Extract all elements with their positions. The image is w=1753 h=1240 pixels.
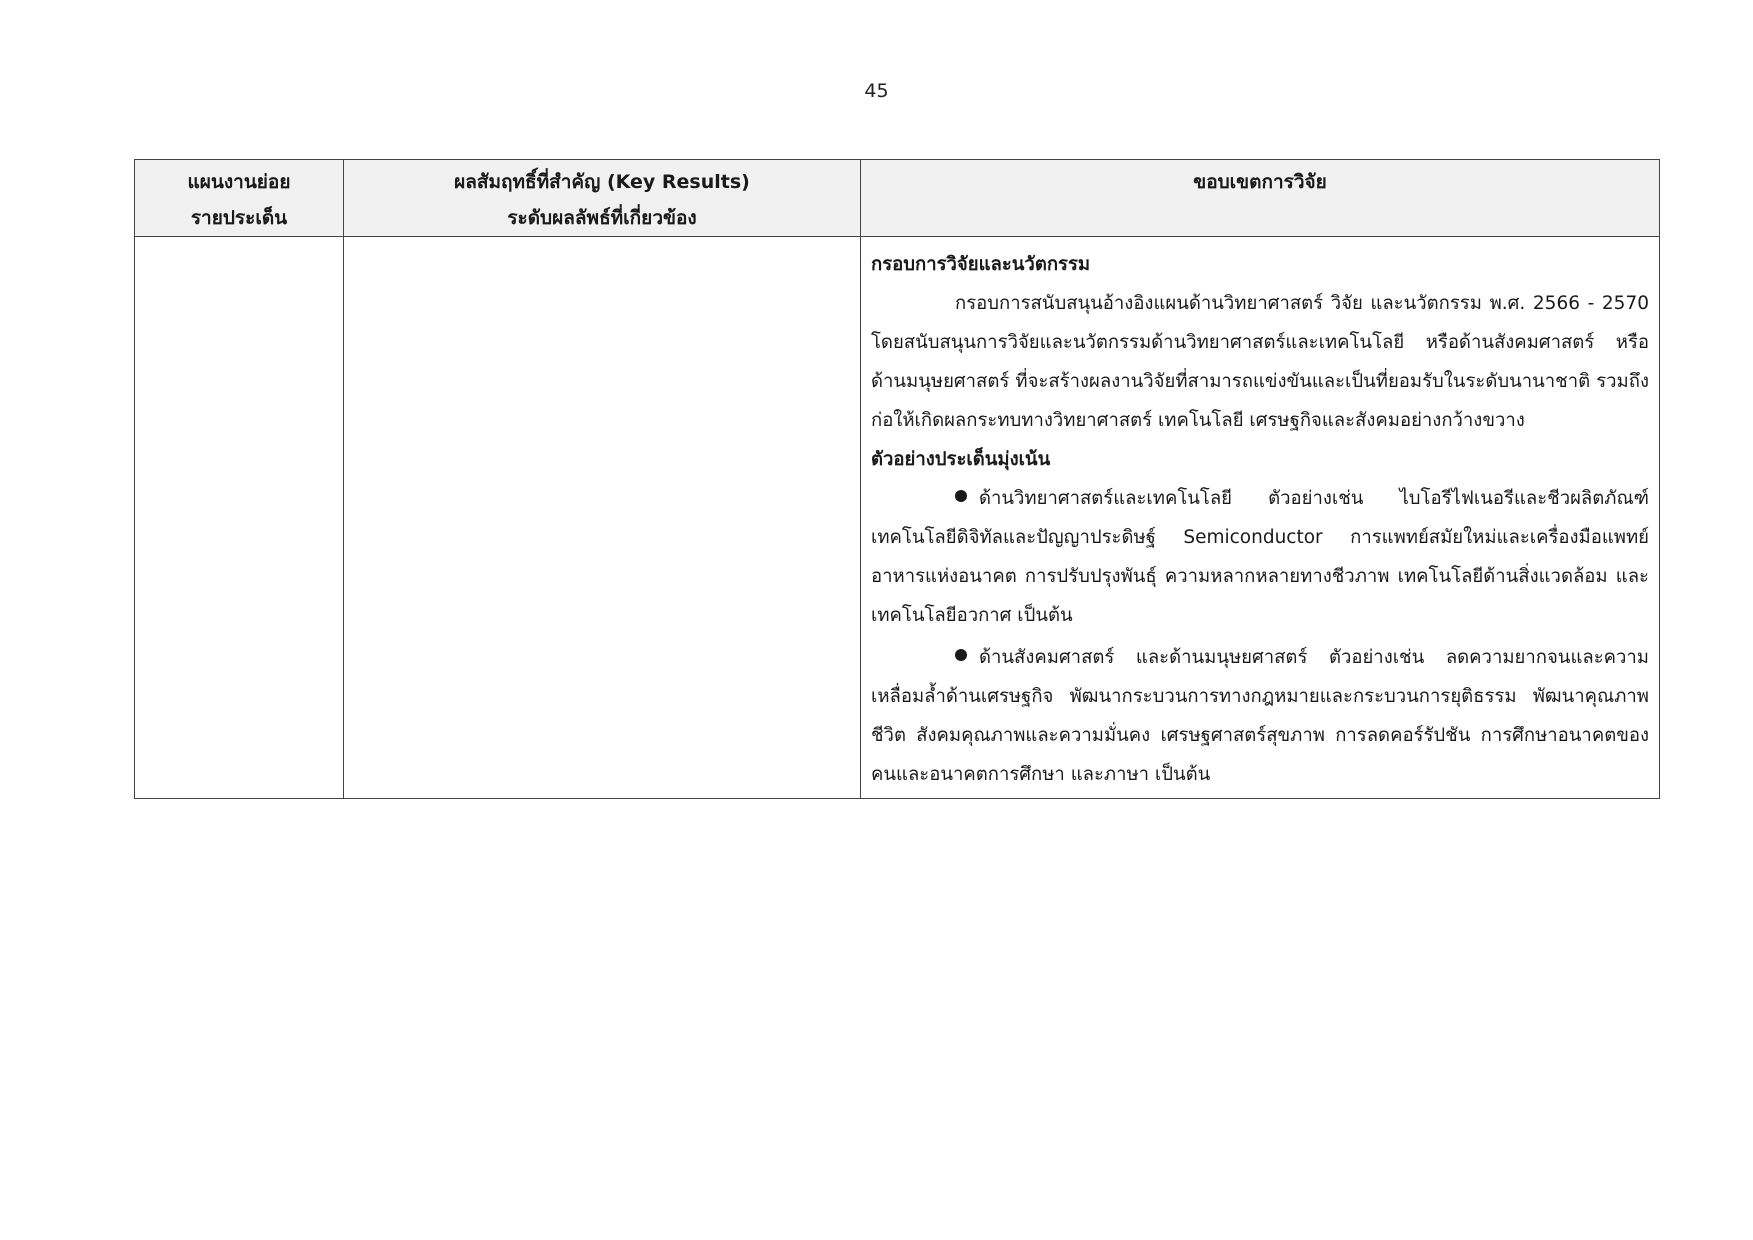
list-item	[871, 479, 1649, 635]
framework-heading: กรอบการวิจัยและนวัตกรรม	[871, 254, 1091, 275]
header-research-scope	[861, 160, 1660, 237]
table-row	[135, 237, 1660, 799]
header-subplan-line2: รายประเด็น	[190, 207, 288, 229]
bullet-text-science: ด้านวิทยาศาสตร์และเทคโนโลยี ตัวอย่างเช่น ไบโอรีไฟเนอรีและชีวผลิตภัณฑ์ เทคโนโลยีดิจิทัลและปัญญาประดิษฐ์ Semiconductor การแพทย์สมัยใหม่และเครื่องมือแพทย์ อาหารแห่งอนาคต การปรับปรุงพันธุ์ ความหลากหลายทางชีวภาพ เทคโนโลยีด้านสิ่งแวดล้อม และเทคโนโลยีอวกาศ เป็นต้น	[871, 488, 1649, 626]
cell-key-results	[344, 237, 861, 799]
examples-heading: ตัวอย่างประเด็นมุ่งเน้น	[871, 449, 1051, 470]
bullet-text-social: ด้านสังคมศาสตร์ และด้านมนุษยศาสตร์ ตัวอย่างเช่น ลดความยากจนและความเหลื่อมล้ำด้านเศรษฐกิจ พัฒนากระบวนการทางกฎหมายและกระบวนการยุติธรรม พัฒนาคุณภาพชีวิต สังคมคุณภาพและความมั่นคง เศรษฐศาสตร์สุขภาพ การลดคอร์รัปชัน การศึกษาอนาคตของคนและอนาคตการศึกษา และภาษา เป็นต้น	[871, 647, 1649, 785]
bullet-dot-icon	[955, 490, 967, 502]
header-subplan-line1: แผนงานย่อย	[187, 171, 291, 193]
table-header-row	[135, 160, 1660, 237]
header-key-results-line2: ระดับผลลัพธ์ที่เกี่ยวข้อง	[507, 207, 697, 229]
header-key-results-line1: ผลสัมฤทธิ์ที่สำคัญ (Key Results)	[454, 171, 750, 193]
page-number: 45	[864, 80, 889, 102]
cell-research-scope	[861, 237, 1660, 799]
research-plan-table	[134, 159, 1660, 799]
header-key-results	[344, 160, 861, 237]
list-item	[871, 638, 1649, 794]
framework-paragraph: กรอบการสนับสนุนอ้างอิงแผนด้านวิทยาศาสตร์ วิจัย และนวัตกรรม พ.ศ. 2566 - 2570 โดยสนับสนุนการวิจัยและนวัตกรรมด้านวิทยาศาสตร์และเทคโนโลยี หรือด้านสังคมศาสตร์ หรือด้านมนุษยศาสตร์ ที่จะสร้างผลงานวิจัยที่สามารถแข่งขันและเป็นที่ยอมรับในระดับนานาชาติ รวมถึงก่อให้เกิดผลกระทบทางวิทยาศาสตร์ เทคโนโลยี เศรษฐกิจและสังคมอย่างกว้างขวาง	[871, 293, 1649, 431]
bullet-dot-icon	[955, 649, 967, 661]
header-subplan	[135, 160, 344, 237]
header-research-scope-label: ขอบเขตการวิจัย	[1193, 171, 1327, 193]
cell-subplan	[135, 237, 344, 799]
